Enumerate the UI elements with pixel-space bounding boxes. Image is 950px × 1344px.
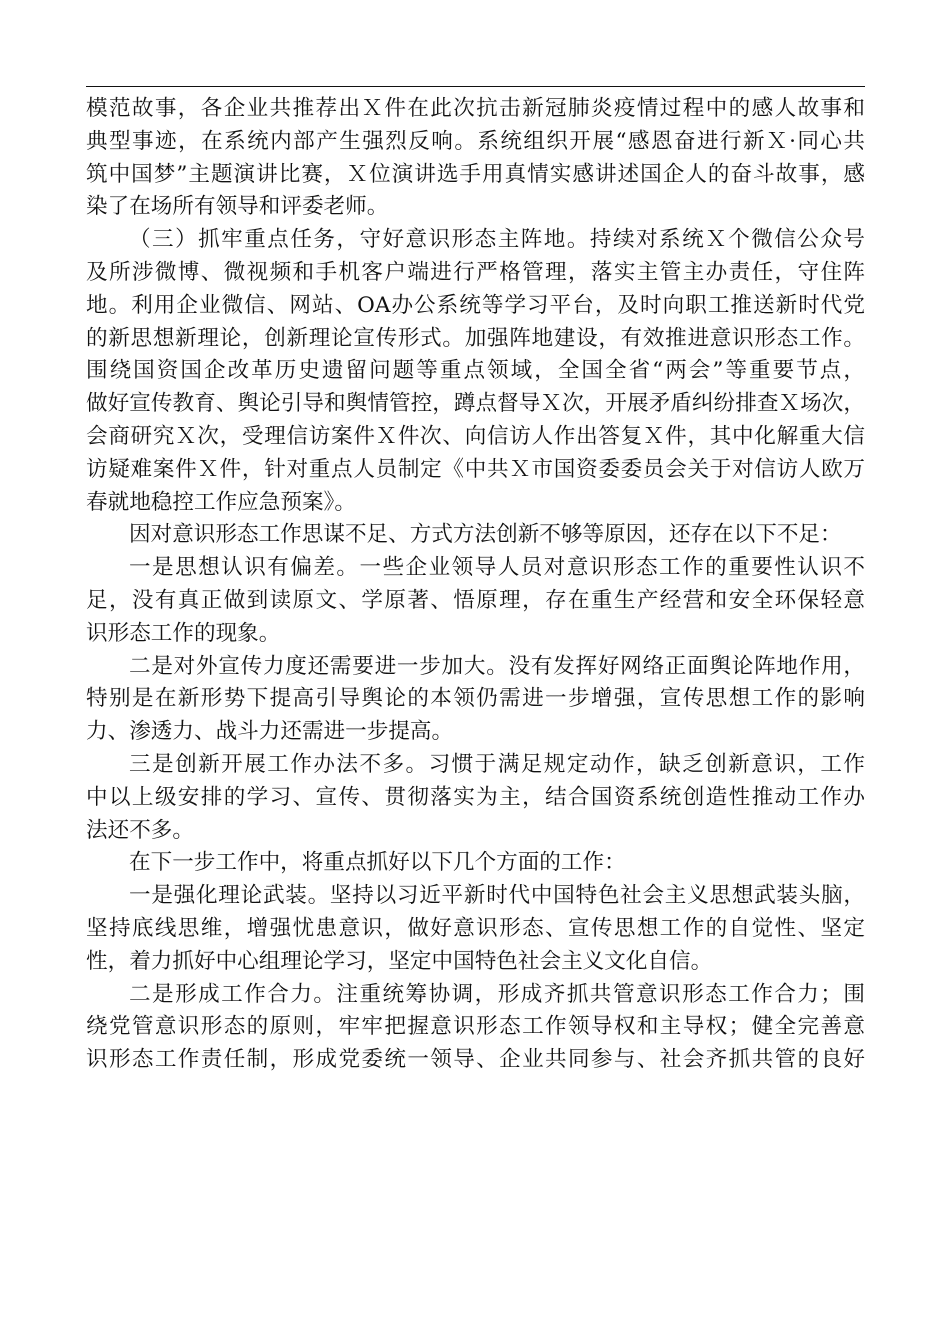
text-line: 一是强化理论武装。坚持以习近平新时代中国特色社会主义思想武装头脑，: [129, 883, 865, 909]
text-line: 特别是在新形势下提高引导舆论的本领仍需进一步增强，宣传思想工作的影响: [86, 686, 865, 712]
text-line: 性，着力抓好中心组理论学习，坚定中国特色社会主义文化自信。: [86, 948, 713, 974]
text-line: 春就地稳控工作应急预案》。: [86, 489, 356, 515]
text-line: 识形态工作的现象。: [86, 620, 281, 646]
text-line: 在下一步工作中，将重点抓好以下几个方面的工作：: [129, 850, 626, 876]
text-line: （三）抓牢重点任务，守好意识形态主阵地。持续对系统Ｘ个微信公众号: [129, 227, 865, 253]
text-line: 法还不多。: [86, 817, 194, 843]
text-line: 及所涉微博、微视频和手机客户端进行严格管理，落实主管主办责任，守住阵: [86, 259, 865, 285]
paragraph-p3-shortcomings-intro: [86, 519, 865, 552]
text-line: 会商研究Ｘ次，受理信访案件Ｘ件次、向信访人作出答复Ｘ件，其中化解重大信: [86, 423, 865, 449]
text-line: 二是形成工作合力。注重统筹协调，形成齐抓共管意识形态工作合力；围: [129, 981, 865, 1007]
text-line: 坚持底线思维，增强忧患意识，做好意识形态、宣传思想工作的自觉性、坚定: [86, 915, 865, 941]
paragraph-p8-step-one: [86, 880, 865, 978]
text-line: 做好宣传教育、舆论引导和舆情管控，蹲点督导Ｘ次，开展矛盾纠纷排查Ｘ场次，: [86, 391, 865, 417]
text-line: 筑中国梦”主题演讲比赛，Ｘ位演讲选手用真情实感讲述国企人的奋斗故事，感: [86, 161, 865, 187]
text-line: 围绕国资国企改革历史遗留问题等重点领域，全国全省“两会”等重要节点，: [86, 358, 865, 384]
paragraph-p5-shortcoming-two: [86, 651, 865, 749]
paragraph-p9-step-two: [86, 979, 865, 1077]
text-line: 一是思想认识有偏差。一些企业领导人员对意识形态工作的重要性认识不: [129, 555, 865, 581]
paragraph-p1-continued: [86, 93, 865, 224]
text-line: 模范故事，各企业共推荐出Ｘ件在此次抗击新冠肺炎疫情过程中的感人故事和: [86, 96, 865, 121]
text-line: 典型事迹，在系统内部产生强烈反响。系统组织开展“感恩奋进行新Ｘ·同心共: [86, 128, 865, 154]
text-line: 足，没有真正做到读原文、学原著、悟原理，存在重生产经营和安全环保轻意: [86, 587, 865, 613]
text-line: 中以上级安排的学习、宣传、贯彻落实为主，结合国资系统创造性推动工作办: [86, 784, 865, 810]
text-line: 访疑难案件Ｘ件，针对重点人员制定《中共Ｘ市国资委委员会关于对信访人欧万: [86, 456, 865, 482]
text-line: 力、渗透力、战斗力还需进一步提高。: [86, 719, 454, 745]
paragraph-p6-shortcoming-three: [86, 749, 865, 847]
text-line: 三是创新开展工作办法不多。习惯于满足规定动作，缺乏创新意识，工作: [129, 751, 865, 777]
paragraph-p2-section-three: [86, 224, 865, 519]
text-line: 地。利用企业微信、网站、OA办公系统等学习平台，及时向职工推送新时代党: [86, 292, 865, 318]
header-rule: [86, 86, 865, 87]
document-body: [86, 93, 865, 1077]
text-line: 的新思想新理论，创新理论宣传形式。加强阵地建设，有效推进意识形态工作。: [86, 325, 865, 351]
paragraph-p7-next-steps-intro: [86, 847, 865, 880]
text-line: 识形态工作责任制，形成党委统一领导、企业共同参与、社会齐抓共管的良好: [86, 1047, 865, 1073]
text-line: 染了在场所有领导和评委老师。: [86, 194, 389, 220]
text-line: 因对意识形态工作思谋不足、方式方法创新不够等原因，还存在以下不足：: [129, 522, 842, 548]
text-line: 绕党管意识形态的原则，牢牢把握意识形态工作领导权和主导权；健全完善意: [86, 1014, 865, 1040]
text-line: 二是对外宣传力度还需要进一步加大。没有发挥好网络正面舆论阵地作用，: [129, 653, 865, 679]
paragraph-p4-shortcoming-one: [86, 552, 865, 650]
